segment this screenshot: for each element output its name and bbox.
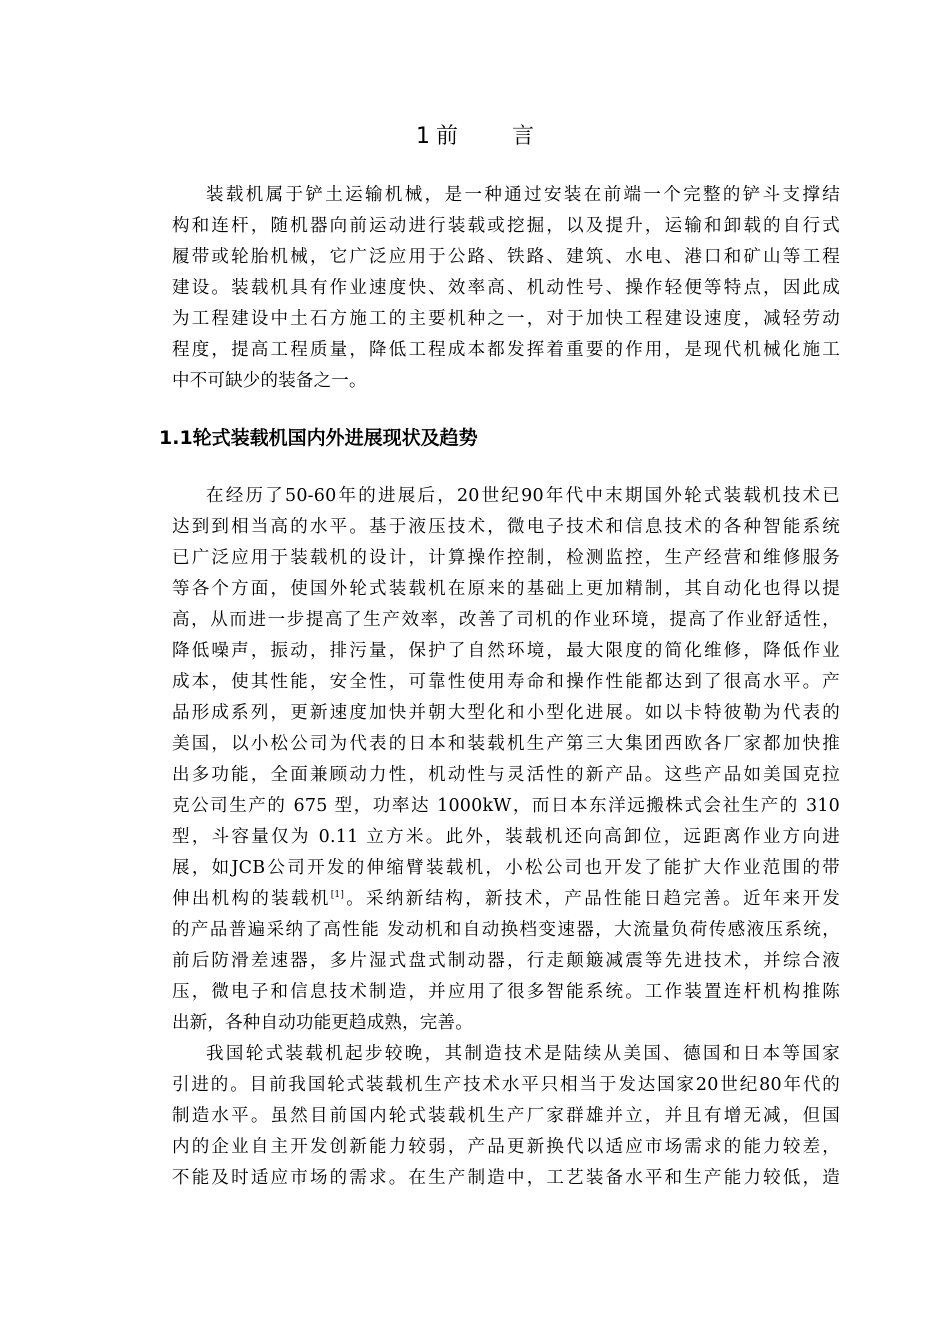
- paragraph-line: 已广泛应用于装载机的设计，计算操作控制，检测监控，生产经营和维修服务: [172, 548, 840, 568]
- paragraph-line: 出多功能，全面兼顾动力性，机动性与灵活性的新产品。这些产品如美国克拉: [172, 765, 840, 785]
- section-paragraph-2: [172, 1039, 840, 1194]
- paragraph-line: 压，微电子和信息技术制造，并应用了很多智能系统。工作装置连杆机构推陈: [172, 982, 840, 1002]
- paragraph-line: 展，如JCB公司开发的伸缩臂装载机，小松公司也开发了能扩大作业范围的带: [172, 858, 840, 878]
- chapter-title-part2: 言: [512, 124, 535, 149]
- paragraph-line: 成本，使其性能，安全性，可靠性使用寿命和操作性能都达到了很高水平。产: [172, 672, 840, 692]
- section-heading: 1.1轮式装载机国内外进展现状及趋势: [159, 427, 478, 449]
- paragraph-line: 制造水平。虽然目前国内轮式装载机生产厂家群雄并立，并且有增无减，但国: [172, 1106, 840, 1126]
- paragraph-line: 美国，以小松公司为代表的日本和装载机生产第三大集团西欧各厂家都加快推: [172, 734, 840, 754]
- paragraph-line: 克公司生产的 675 型，功率达 1000kW，而日本东洋远搬株式会社生产的 310: [172, 796, 840, 816]
- paragraph-line: 降低噪声，振动，排污量，保护了自然环境，最大限度的简化维修，降低作业: [172, 641, 840, 661]
- paragraph-line: 为工程建设中土石方施工的主要机种之一，对于加快工程建设速度，减轻劳动: [172, 309, 840, 329]
- paragraph-line: 型，斗容量仅为 0.11 立方米。此外，装载机还向高卸位，远距离作业方向进: [172, 827, 840, 847]
- paragraph-line: 出新，各种自动功能更趋成熟，完善。: [172, 1013, 473, 1033]
- paragraph-line: 履带或轮胎机械，它广泛应用于公路、铁路、建筑、水电、港口和矿山等工程: [172, 247, 840, 267]
- line-text-before-citation: 伸出机构的装载机: [172, 889, 331, 909]
- paragraph-line: 中不可缺少的装备之一。: [172, 371, 367, 391]
- paragraph-line: 品形成系列，更新速度加快并朝大型化和小型化进展。如以卡特彼勒为代表的: [172, 703, 840, 723]
- chapter-number: 1: [415, 124, 430, 149]
- intro-paragraph: [172, 180, 840, 397]
- paragraph-line: 前后防滑差速器，多片湿式盘式制动器，行走颠簸减震等先进技术，并综合液: [172, 951, 840, 971]
- line-text-after-citation: 。采纳新结构，新技术，产品性能日趋完善。近年来开发: [344, 889, 840, 909]
- citation-ref[interactable]: [1]: [330, 890, 345, 900]
- paragraph-line: 建设。装载机具有作业速度快、效率高、机动性号、操作轻便等特点，因此成: [172, 278, 840, 298]
- paragraph-line-with-citation: [172, 884, 840, 915]
- chapter-title-part1: 前: [435, 124, 458, 149]
- paragraph-line: 的产品普遍采纳了高性能 发动机和自动换档变速器，大流量负荷传感液压系统，: [172, 920, 840, 940]
- chapter-title: [0, 120, 950, 154]
- paragraph-line: 达到到相当高的水平。基于液压技术，微电子技术和信息技术的各种智能系统: [172, 517, 840, 537]
- paragraph-line: 装载机属于铲土运输机械，是一种通过安装在前端一个完整的铲斗支撑结: [206, 185, 840, 205]
- paragraph-line: 构和连杆，随机器向前运动进行装载或挖掘，以及提升，运输和卸载的自行式: [172, 216, 840, 236]
- paragraph-line: 不能及时适应市场的需求。在生产制造中，工艺装备水平和生产能力较低，造: [172, 1168, 840, 1188]
- section-paragraph-1: [172, 481, 840, 1039]
- paragraph-line: 程度，提高工程质量，降低工程成本都发挥着重要的作用，是现代机械化施工: [172, 340, 840, 360]
- paragraph-line: 我国轮式装载机起步较晚，其制造技术是陆续从美国、德国和日本等国家: [206, 1044, 840, 1064]
- paragraph-line: 在经历了50-60年的进展后，20世纪90年代中末期国外轮式装载机技术已: [206, 486, 840, 506]
- paragraph-line: 引进的。目前我国轮式装载机生产技术水平只相当于发达国家20世纪80年代的: [172, 1075, 840, 1095]
- paragraph-line: 等各个方面，使国外轮式装载机在原来的基础上更加精制，其自动化也得以提: [172, 579, 840, 599]
- paragraph-line: 高，从而进一步提高了生产效率，改善了司机的作业环境，提高了作业舒适性，: [172, 610, 840, 630]
- paragraph-line: 内的企业自主开发创新能力较弱，产品更新换代以适应市场需求的能力较差，: [172, 1137, 840, 1157]
